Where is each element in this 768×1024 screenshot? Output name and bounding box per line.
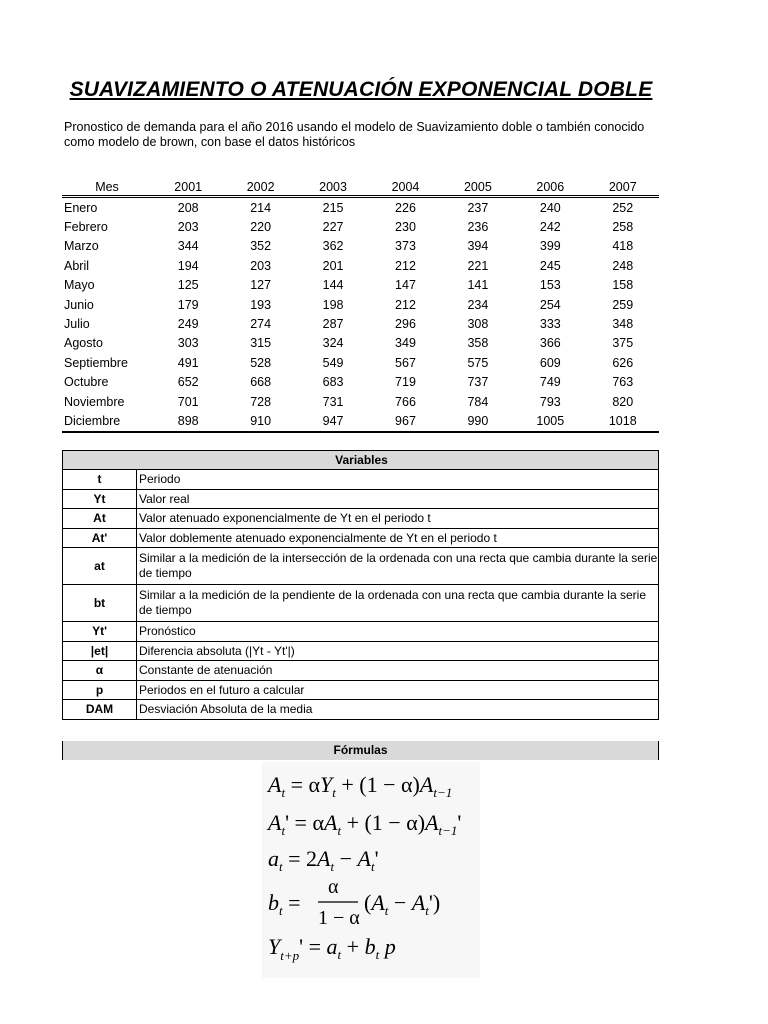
variable-description: Diferencia absoluta (|Yt - Yt'|) bbox=[137, 641, 659, 661]
value-cell: 820 bbox=[612, 394, 634, 409]
month-cell: Julio bbox=[64, 317, 90, 332]
header-2006: 2006 bbox=[536, 179, 565, 194]
intro-paragraph: Pronostico de demanda para el año 2016 usando el modelo de Suavizamiento doble o también conocido como modelo de brown, con base el datos históricos bbox=[64, 120, 645, 149]
value-cell: 234 bbox=[467, 297, 489, 312]
formula-slope bbox=[268, 876, 440, 929]
value-cell: 683 bbox=[322, 375, 344, 390]
value-cell: 287 bbox=[322, 317, 344, 332]
variable-row bbox=[63, 585, 659, 622]
value-cell: 153 bbox=[539, 278, 561, 293]
value-cell: 352 bbox=[250, 239, 272, 254]
value-cell: 394 bbox=[467, 239, 489, 254]
header-2003: 2003 bbox=[319, 179, 347, 194]
variable-row bbox=[63, 641, 659, 661]
value-cell: 719 bbox=[395, 375, 416, 390]
formula-smoothed bbox=[266, 772, 452, 800]
value-cell: 214 bbox=[250, 200, 272, 215]
month-cell: Abril bbox=[64, 258, 90, 273]
value-cell: 947 bbox=[322, 413, 344, 428]
value-cell: 418 bbox=[612, 239, 634, 254]
month-cell: Junio bbox=[64, 297, 94, 312]
table-row bbox=[62, 373, 659, 392]
demand-table-body bbox=[62, 197, 659, 432]
value-cell: 898 bbox=[177, 413, 199, 428]
value-cell: 348 bbox=[612, 317, 634, 332]
value-cell: 575 bbox=[467, 355, 489, 370]
value-cell: 399 bbox=[539, 239, 561, 254]
value-cell: 626 bbox=[612, 355, 634, 370]
value-cell: 227 bbox=[322, 220, 344, 235]
value-cell: 252 bbox=[612, 200, 634, 215]
value-cell: 749 bbox=[539, 375, 561, 390]
variable-symbol: t bbox=[63, 470, 137, 490]
value-cell: 208 bbox=[177, 200, 199, 215]
value-cell: 226 bbox=[395, 200, 416, 215]
variable-row bbox=[63, 680, 659, 700]
value-cell: 491 bbox=[177, 355, 199, 370]
variable-row bbox=[63, 509, 659, 529]
table-row bbox=[62, 276, 659, 295]
value-cell: 567 bbox=[395, 355, 416, 370]
table-row bbox=[62, 353, 659, 372]
header-2005: 2005 bbox=[463, 179, 492, 194]
variable-description: Constante de atenuación bbox=[137, 661, 659, 681]
svg-text:at = 2At − At': $a_t = 2A_t - A_t'$ bbox=[268, 846, 379, 874]
value-cell: 230 bbox=[395, 220, 416, 235]
month-cell: Septiembre bbox=[64, 355, 128, 370]
value-cell: 220 bbox=[250, 220, 272, 235]
variables-header: Variables bbox=[63, 451, 659, 470]
document-title: SUAVIZAMIENTO O ATENUACIÓN EXPONENCIAL DOBLE bbox=[69, 78, 653, 101]
value-cell: 652 bbox=[177, 375, 199, 390]
variable-symbol: p bbox=[63, 680, 137, 700]
variable-row bbox=[63, 489, 659, 509]
value-cell: 362 bbox=[322, 239, 344, 254]
formula-forecast bbox=[268, 934, 396, 963]
svg-text:(At − At'): $(A_t - A_t')$ bbox=[364, 890, 441, 918]
value-cell: 793 bbox=[539, 394, 561, 409]
variables-table bbox=[62, 450, 659, 720]
value-cell: 609 bbox=[539, 355, 561, 370]
month-cell: Diciembre bbox=[64, 413, 121, 428]
value-cell: 203 bbox=[250, 258, 272, 273]
variable-description: Periodo bbox=[137, 470, 659, 490]
formula-intercept bbox=[268, 846, 379, 874]
table-row bbox=[62, 314, 659, 333]
variables-body bbox=[63, 470, 659, 720]
value-cell: 179 bbox=[177, 297, 199, 312]
formula-double-smoothed bbox=[266, 810, 461, 838]
table-row bbox=[62, 295, 659, 314]
value-cell: 254 bbox=[539, 297, 561, 312]
month-cell: Mayo bbox=[64, 278, 95, 293]
value-cell: 193 bbox=[250, 297, 272, 312]
variable-description: Valor doblemente atenuado exponencialmente de Yt en el periodo t bbox=[137, 528, 659, 548]
svg-text:Yt+p' = at + bt p: $Y_{t+p}' = a_t + b_t$ p bbox=[268, 934, 396, 963]
value-cell: 737 bbox=[467, 375, 489, 390]
month-cell: Agosto bbox=[64, 336, 103, 351]
variable-symbol: Yt bbox=[63, 489, 137, 509]
variable-row bbox=[63, 622, 659, 642]
value-cell: 303 bbox=[177, 336, 199, 351]
variable-description: Valor real bbox=[137, 489, 659, 509]
value-cell: 324 bbox=[322, 336, 344, 351]
value-cell: 274 bbox=[250, 317, 272, 332]
value-cell: 784 bbox=[467, 394, 489, 409]
value-cell: 242 bbox=[539, 220, 561, 235]
value-cell: 373 bbox=[395, 239, 416, 254]
header-2002: 2002 bbox=[246, 179, 275, 194]
svg-text:At' = αAt + (1 − α)At−1': $A_t' = \alpha A_t + (1 - \alpha)A_{t-1}'$ bbox=[268, 810, 462, 838]
value-cell: 147 bbox=[395, 278, 416, 293]
value-cell: 333 bbox=[539, 317, 561, 332]
variable-description: Valor atenuado exponencialmente de Yt en el periodo t bbox=[137, 509, 659, 529]
value-cell: 990 bbox=[467, 413, 489, 428]
value-cell: 549 bbox=[322, 355, 344, 370]
value-cell: 668 bbox=[250, 375, 272, 390]
variable-row bbox=[63, 528, 659, 548]
variable-row bbox=[63, 661, 659, 681]
variable-symbol: at bbox=[63, 548, 137, 585]
demand-table-header bbox=[62, 178, 659, 197]
value-cell: 1005 bbox=[536, 413, 565, 428]
table-row bbox=[62, 392, 659, 411]
value-cell: 296 bbox=[395, 317, 416, 332]
value-cell: 375 bbox=[612, 336, 634, 351]
value-cell: 240 bbox=[539, 200, 561, 215]
value-cell: 203 bbox=[177, 220, 199, 235]
header-2007: 2007 bbox=[608, 179, 637, 194]
table-row bbox=[62, 256, 659, 275]
variable-row bbox=[63, 700, 659, 720]
variable-description: Periodos en el futuro a calcular bbox=[137, 680, 659, 700]
value-cell: 728 bbox=[250, 394, 272, 409]
month-cell: Marzo bbox=[64, 239, 99, 254]
variable-symbol: α bbox=[63, 661, 137, 681]
value-cell: 731 bbox=[322, 394, 344, 409]
variable-symbol: At bbox=[63, 509, 137, 529]
value-cell: 249 bbox=[177, 317, 199, 332]
variable-symbol: Yt' bbox=[63, 622, 137, 642]
variable-description: Similar a la medición de la intersección de la ordenada con una recta que cambia durante la serie de tiempo bbox=[137, 548, 659, 585]
formulas-image bbox=[262, 762, 480, 978]
variable-description: Similar a la medición de la pendiente de la ordenada con una recta que cambia durante la serie de tiempo bbox=[137, 585, 659, 622]
demand-table bbox=[62, 178, 659, 433]
variable-row bbox=[63, 548, 659, 585]
value-cell: 1018 bbox=[608, 413, 637, 428]
value-cell: 349 bbox=[395, 336, 416, 351]
value-cell: 236 bbox=[467, 220, 489, 235]
value-cell: 308 bbox=[467, 317, 489, 332]
month-cell: Febrero bbox=[64, 220, 108, 235]
header-mes: Mes bbox=[95, 179, 119, 194]
header-2004: 2004 bbox=[391, 179, 420, 194]
value-cell: 158 bbox=[612, 278, 634, 293]
value-cell: 127 bbox=[250, 278, 272, 293]
table-row bbox=[62, 197, 659, 218]
value-cell: 248 bbox=[612, 258, 634, 273]
value-cell: 259 bbox=[612, 297, 634, 312]
svg-text:At = αYt + (1 − α)At−1: $A_t = \alpha Y_t + (1 - \alpha)A_{t-1}$ bbox=[268, 772, 453, 800]
value-cell: 763 bbox=[612, 375, 634, 390]
header-2001: 2001 bbox=[174, 179, 203, 194]
variable-symbol: bt bbox=[63, 585, 137, 622]
variable-row bbox=[63, 470, 659, 490]
value-cell: 910 bbox=[250, 413, 272, 428]
value-cell: 258 bbox=[612, 220, 634, 235]
value-cell: 125 bbox=[177, 278, 199, 293]
value-cell: 967 bbox=[395, 413, 416, 428]
value-cell: 194 bbox=[177, 258, 199, 273]
formulas-header: Fórmulas bbox=[62, 741, 659, 760]
value-cell: 215 bbox=[322, 200, 344, 215]
table-row bbox=[62, 217, 659, 236]
value-cell: 237 bbox=[467, 200, 489, 215]
value-cell: 245 bbox=[539, 258, 561, 273]
month-cell: Noviembre bbox=[64, 394, 125, 409]
svg-text:bt =: $b_t$ = bbox=[268, 890, 301, 918]
value-cell: 201 bbox=[322, 258, 344, 273]
variable-symbol: At' bbox=[63, 528, 137, 548]
month-cell: Octubre bbox=[64, 375, 109, 390]
value-cell: 221 bbox=[467, 258, 489, 273]
svg-text:1 − α: 1 − α bbox=[318, 907, 360, 929]
value-cell: 528 bbox=[250, 355, 272, 370]
value-cell: 198 bbox=[322, 297, 344, 312]
table-row bbox=[62, 334, 659, 353]
value-cell: 144 bbox=[322, 278, 344, 293]
table-row bbox=[62, 411, 659, 431]
variable-symbol: |et| bbox=[63, 641, 137, 661]
value-cell: 344 bbox=[177, 239, 199, 254]
month-cell: Enero bbox=[64, 200, 98, 215]
variable-description: Desviación Absoluta de la media bbox=[137, 700, 659, 720]
value-cell: 366 bbox=[539, 336, 561, 351]
variable-description: Pronóstico bbox=[137, 622, 659, 642]
value-cell: 701 bbox=[177, 394, 199, 409]
value-cell: 766 bbox=[395, 394, 416, 409]
table-row bbox=[62, 237, 659, 256]
value-cell: 212 bbox=[395, 258, 416, 273]
value-cell: 358 bbox=[467, 336, 489, 351]
value-cell: 212 bbox=[395, 297, 416, 312]
formulas-svg bbox=[262, 762, 480, 978]
svg-text:α: α bbox=[328, 876, 339, 898]
value-cell: 315 bbox=[250, 336, 272, 351]
variable-symbol: DAM bbox=[63, 700, 137, 720]
value-cell: 141 bbox=[467, 278, 489, 293]
